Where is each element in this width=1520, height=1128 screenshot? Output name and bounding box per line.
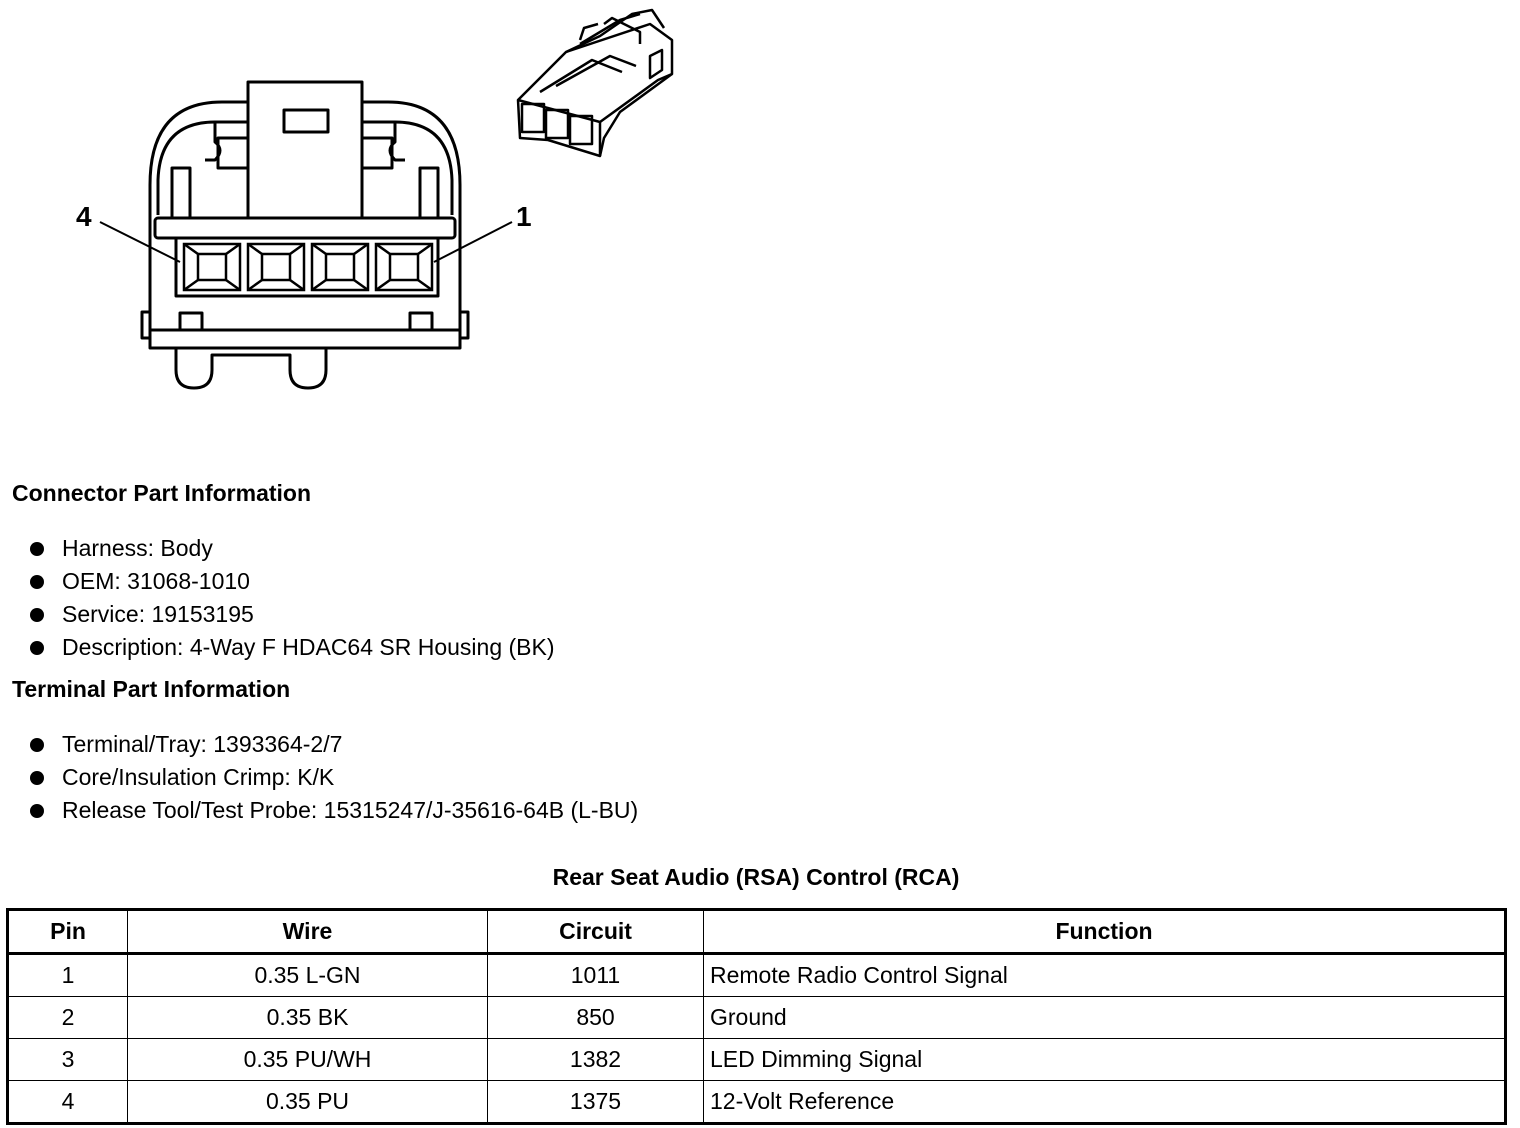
header-function: Function: [704, 910, 1506, 954]
cell-pin: 3: [8, 1039, 128, 1081]
cell-wire: 0.35 BK: [128, 997, 488, 1039]
bullet-icon: [30, 608, 44, 622]
cell-pin: 1: [8, 954, 128, 997]
list-item: [28, 794, 638, 827]
bullet-icon: [30, 804, 44, 818]
cell-pin: 4: [8, 1081, 128, 1124]
list-item-text: Harness: Body: [62, 535, 213, 561]
terminal-part-info-list: [28, 728, 638, 827]
cell-wire: 0.35 L-GN: [128, 954, 488, 997]
pin-label-4: 4: [76, 201, 92, 232]
cell-function: Ground: [704, 997, 1506, 1039]
header-wire: Wire: [128, 910, 488, 954]
cell-pin: 2: [8, 997, 128, 1039]
connector-iso-view: [518, 10, 672, 156]
list-item-text: Service: 19153195: [62, 601, 254, 627]
table-header-row: [8, 910, 1506, 954]
table-row: [8, 1081, 1506, 1124]
table-row: [8, 1039, 1506, 1081]
bullet-icon: [30, 641, 44, 655]
cell-wire: 0.35 PU: [128, 1081, 488, 1124]
list-item-text: OEM: 31068-1010: [62, 568, 250, 594]
pin-label-1: 1: [516, 201, 532, 232]
connector-diagram: [0, 0, 760, 440]
list-item: [28, 565, 555, 598]
pinout-table: [6, 908, 1507, 1125]
cell-circuit: 1382: [488, 1039, 704, 1081]
table-row: [8, 997, 1506, 1039]
list-item-text: Release Tool/Test Probe: 15315247/J-35616-64B (L-BU): [62, 797, 639, 823]
cell-function: Remote Radio Control Signal: [704, 954, 1506, 997]
bullet-icon: [30, 738, 44, 752]
cell-function: 12-Volt Reference: [704, 1081, 1506, 1124]
list-item-text: Terminal/Tray: 1393364-2/7: [62, 731, 343, 757]
connector-part-info-list: [28, 532, 555, 664]
list-item: [28, 728, 638, 761]
bullet-icon: [30, 575, 44, 589]
connector-part-info-heading: Connector Part Information: [12, 480, 312, 506]
table-title: Rear Seat Audio (RSA) Control (RCA): [552, 864, 960, 890]
list-item: [28, 761, 638, 794]
cell-wire: 0.35 PU/WH: [128, 1039, 488, 1081]
list-item-text: Core/Insulation Crimp: K/K: [62, 764, 335, 790]
list-item: [28, 598, 555, 631]
list-item: [28, 532, 555, 565]
terminal-part-info-heading: Terminal Part Information: [12, 676, 291, 702]
header-circuit: Circuit: [488, 910, 704, 954]
cell-circuit: 1011: [488, 954, 704, 997]
cell-circuit: 1375: [488, 1081, 704, 1124]
bullet-icon: [30, 771, 44, 785]
bullet-icon: [30, 542, 44, 556]
list-item-text: Description: 4-Way F HDAC64 SR Housing (BK): [62, 634, 555, 660]
cell-function: LED Dimming Signal: [704, 1039, 1506, 1081]
list-item: [28, 631, 555, 664]
header-pin: Pin: [8, 910, 128, 954]
cell-circuit: 850: [488, 997, 704, 1039]
table-row: [8, 954, 1506, 997]
